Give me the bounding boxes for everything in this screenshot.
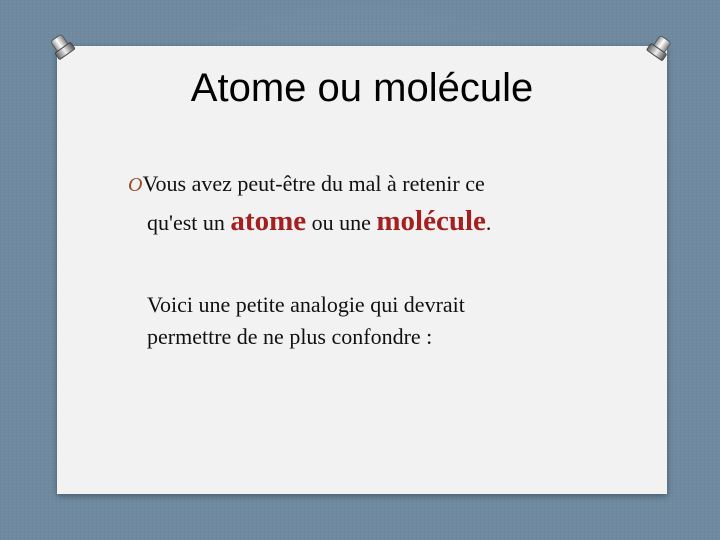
- paragraph-line-1: Voici une petite analogie qui devrait: [147, 292, 465, 317]
- paragraph-line-2: permettre de ne plus confondre :: [147, 324, 433, 349]
- bullet-text-2: qu'est un: [147, 210, 231, 235]
- bullet-line-2: [128, 203, 648, 241]
- bullet-text-3: ou une: [306, 210, 377, 235]
- bullet-text-1: Vous avez peut-être du mal à retenir ce: [142, 171, 485, 196]
- slide-card: [57, 46, 667, 494]
- bullet-line-1: [128, 166, 648, 203]
- bullet-item: [128, 166, 648, 241]
- bullet-marker-icon: O: [128, 174, 143, 196]
- emphasis-molecule: molécule: [376, 205, 486, 237]
- emphasis-atome: atome: [230, 205, 307, 237]
- paragraph: [147, 289, 627, 353]
- slide-title: Atome ou molécule: [190, 66, 534, 110]
- bullet-text-end: .: [485, 210, 492, 235]
